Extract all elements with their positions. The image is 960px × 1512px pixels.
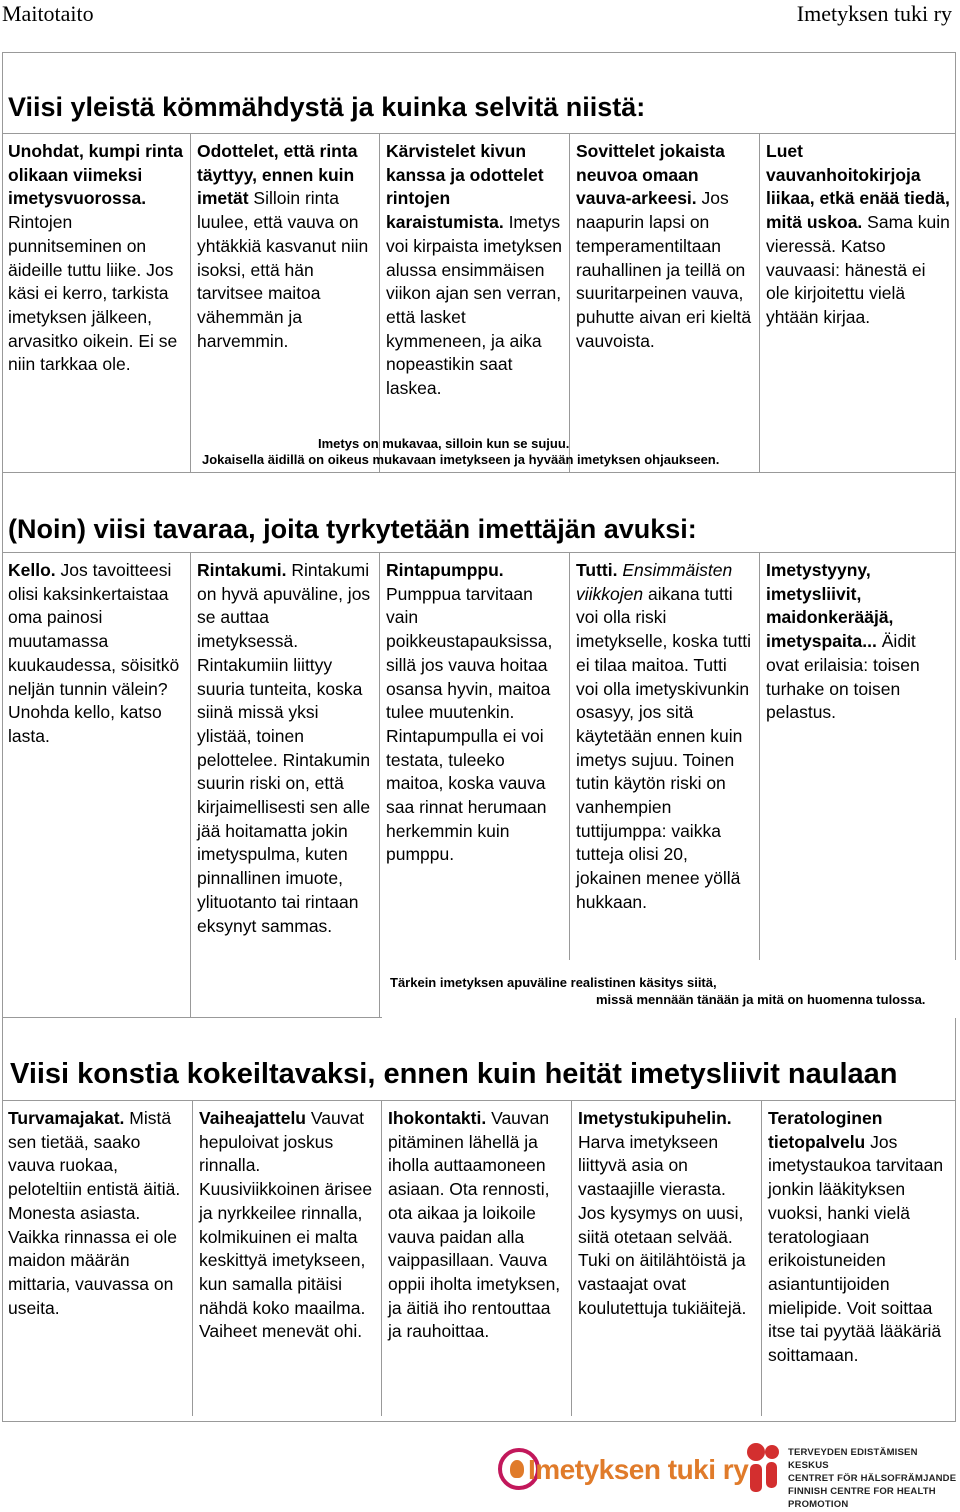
- cell-heading: Rintapumppu.: [386, 560, 504, 580]
- cell-heading: Unohdat, kumpi rinta olikaan viimeksi imetysvuorossa.: [8, 141, 183, 209]
- cell-heading: Imetystukipuhelin.: [578, 1108, 732, 1128]
- tho-logo-icon: [744, 1440, 784, 1496]
- tho-line1: TERVEYDEN EDISTÄMISEN KESKUS: [788, 1447, 918, 1471]
- section2-footnote-line1: Tärkein imetyksen apuväline realistinen käsitys siitä,: [390, 975, 717, 990]
- section3-cell-4: [572, 1101, 762, 1416]
- cell-text: Harva imetykseen liittyvä asia on vastaajille vierasta. Jos kysymys on uusi, siitä otetaan selvää. Tuki on äitilähtöistä ja vastaajat ovat koulutettuja tukiäitejä.: [578, 1131, 747, 1318]
- section3-cell-2: [193, 1101, 382, 1416]
- cell-text: Jos naapurin lapsi on temperamentiltaan rauhallinen ja teillä on suuritarpeinen vauva, puhutte aivan eri kieltä vauvoista.: [576, 188, 752, 351]
- section3-cell-5: [762, 1101, 956, 1416]
- cell-heading: Kärvistelet kivun kanssa ja odottelet rintojen karaistumista.: [386, 141, 544, 233]
- section2-footnote-line2: missä mennään tänään ja mitä on huomenna tulossa.: [596, 992, 926, 1007]
- section1-cell-4: [570, 134, 760, 472]
- section3-cell-1: [2, 1101, 193, 1416]
- cell-text: Äidit ovat erilaisia: toisen turhake on toisen pelastus.: [766, 631, 920, 723]
- section2-cell-1: [2, 553, 191, 1017]
- section2-cell-2: [191, 553, 380, 1017]
- section2-cell-5: [760, 553, 956, 1017]
- cell-text: Jos imetystaukoa tarvitaan jonkin lääkityksen vuoksi, hanki vielä teratologiaan erikoistuneiden asiantuntijoiden mielipide. Voit soittaa itse tai pyytää lääkäriä soittamaan.: [768, 1131, 944, 1366]
- section2-cell-3: [380, 553, 570, 1017]
- cell-heading: Tutti.: [576, 560, 618, 580]
- tho-line3: FINNISH CENTRE FOR HEALTH PROMOTION: [788, 1486, 936, 1510]
- section1-footnote-line2: Jokaisella äidillä on oikeus mukavaan imetykseen ja hyvään imetyksen ohjaukseen.: [202, 452, 720, 467]
- cell-text: Vauvat hepuloivat joskus rinnalla. Kuusiviikkoinen ärisee ja nyrkkeilee rinnalla, kolmikuinen ei malta keskittyä imetykseen, kun samalla pitäisi nähdä koko maailma. Vaiheet menevät ohi.: [199, 1108, 373, 1342]
- section2-footnote: [382, 960, 956, 1018]
- section1-cell-1: [2, 134, 191, 472]
- section1-cell-2: [191, 134, 380, 472]
- cell-italic: Ensimmäisten viikkojen: [576, 560, 733, 604]
- cell-heading: Teratologinen tietopalvelu: [768, 1108, 883, 1152]
- cell-text: Silloin rinta luulee, että vauva on yhtäkkiä kasvanut niin isoksi, että hän tarvitsee maitoa vähemmän ja harvemmin.: [197, 188, 369, 351]
- section1-footnote-line1: Imetys on mukavaa, silloin kun se sujuu.: [318, 436, 570, 451]
- cell-text: Jos tavoitteesi olisi kaksinkertaistaa oma painosi muutamassa kuukaudessa, söisitkö neljän tunnin välein? Unohda kello, katso lasta.: [8, 560, 180, 746]
- section2-cell-4: [570, 553, 760, 1017]
- imetyksen-tuki-logo-text: Imetyksen tuki ry: [528, 1454, 749, 1485]
- cell-heading: Kello.: [8, 560, 56, 580]
- cell-text: Sama kuin vieressä. Katso vauvaasi: hänestä ei ole kirjoitettu vielä yhtään kirjaa.: [766, 212, 950, 327]
- header-left-title: Maitotaito: [2, 1, 94, 26]
- section2-grid: [2, 552, 956, 1018]
- running-header: [0, 0, 960, 30]
- section1-cell-5: [760, 134, 956, 472]
- section3-grid: [2, 1100, 956, 1416]
- cell-heading: Imetystyyny, imetysliivit, maidonkerääjä, imetyspaita...: [766, 560, 894, 652]
- section3-cell-3: [382, 1101, 572, 1416]
- cell-heading: Turvamajakat.: [8, 1108, 125, 1128]
- cell-text: Vauvan pitäminen lähellä ja iholla auttaamoneen asiaan. Ota rennosti, ota aikaa ja loikoile vauva paidan alla vaippasillaan. Vauva oppii iholta imetyksen, ja äitiä iho rentouttaa ja rauhoittaa.: [388, 1108, 561, 1342]
- section1-cell-3: [380, 134, 570, 472]
- cell-text: Pumppua tarvitaan vain poikkeustapauksissa, sillä jos vauva hoitaa osansa hyvin, maitoa tulee muutenkin. Rintapumpulla ei voi testata, tuleeko maitoa, koska vauva saa rinnat herumaan herkemmin kuin pumppu.: [386, 583, 553, 865]
- cell-heading: Ihokontakti.: [388, 1108, 487, 1128]
- cell-text: Mistä sen tietää, saako vauva ruokaa, peloteltiin entistä äitiä. Monesta asiasta. Vaikka rinnassa ei ole maidon määrän mittaria, vauvassa on useita.: [8, 1108, 181, 1318]
- tho-line2: CENTRET FÖR HÄLSOFRÄMJANDE: [788, 1473, 957, 1484]
- section3-title: Viisi konstia kokeiltavaksi, ennen kuin heität imetysliivit naulaan: [10, 1058, 898, 1090]
- header-right-title: Imetyksen tuki ry: [796, 1, 952, 26]
- mother-baby-icon: [510, 1460, 524, 1478]
- cell-text: aikana tutti voi olla riski imetykselle, koska tutti ei tilaa maitoa. Tutti voi olla imetyskivunkin osasyy, jos sitä käytetään ennen kuin imetys sujuu. Toinen tutin käytön riski on vanhempien tuttijumppa: vaikka tutteja olisi 20, jokainen menee yöllä hukkaan.: [576, 583, 752, 912]
- cell-heading: Odottelet, että rinta täyttyy, ennen kuin imetät: [197, 141, 358, 209]
- cell-heading: Sovittelet jokaista neuvoa omaan vauva-arkeesi.: [576, 141, 725, 209]
- cell-heading: Vaiheajattelu: [199, 1108, 306, 1128]
- cell-text: Imetys voi kirpaista imetyksen alussa ensimmäisen viikon ajan sen verran, että lasket kymmeneen, ja aika nopeastikin saat laskea.: [386, 212, 563, 399]
- section1-grid: [2, 133, 956, 473]
- cell-text: Rintojen punnitseminen on äideille tuttu liike. Jos käsi ei kerro, tarkista imetyksen jälkeen, arvasitko oikein. Ei se niin tarkkaa ole.: [8, 212, 178, 375]
- cell-text: Rintakumi on hyvä apuväline, jos se auttaa imetyksessä. Rintakumiin liittyy suuria tunteita, koska siinä missä yksi ylistää, toinen pelottelee. Rintakumin suurin riski on, että kirjaimellisesti sen alle jää hoitamatta jokin imetyspulma, kuten pinnallinen imuote, ylituotanto tai rintaan eksynyt sammas.: [197, 560, 371, 936]
- section1-title: Viisi yleistä kömmähdystä ja kuinka selvitä niistä:: [8, 92, 646, 122]
- cell-heading: Luet vauvanhoitokirjoja liikaa, etkä enää tiedä, mitä uskoa.: [766, 141, 950, 233]
- cell-heading: Rintakumi.: [197, 560, 287, 580]
- tho-organization-name: [788, 1446, 960, 1511]
- section2-title: (Noin) viisi tavaraa, joita tyrkytetään imettäjän avuksi:: [8, 514, 697, 544]
